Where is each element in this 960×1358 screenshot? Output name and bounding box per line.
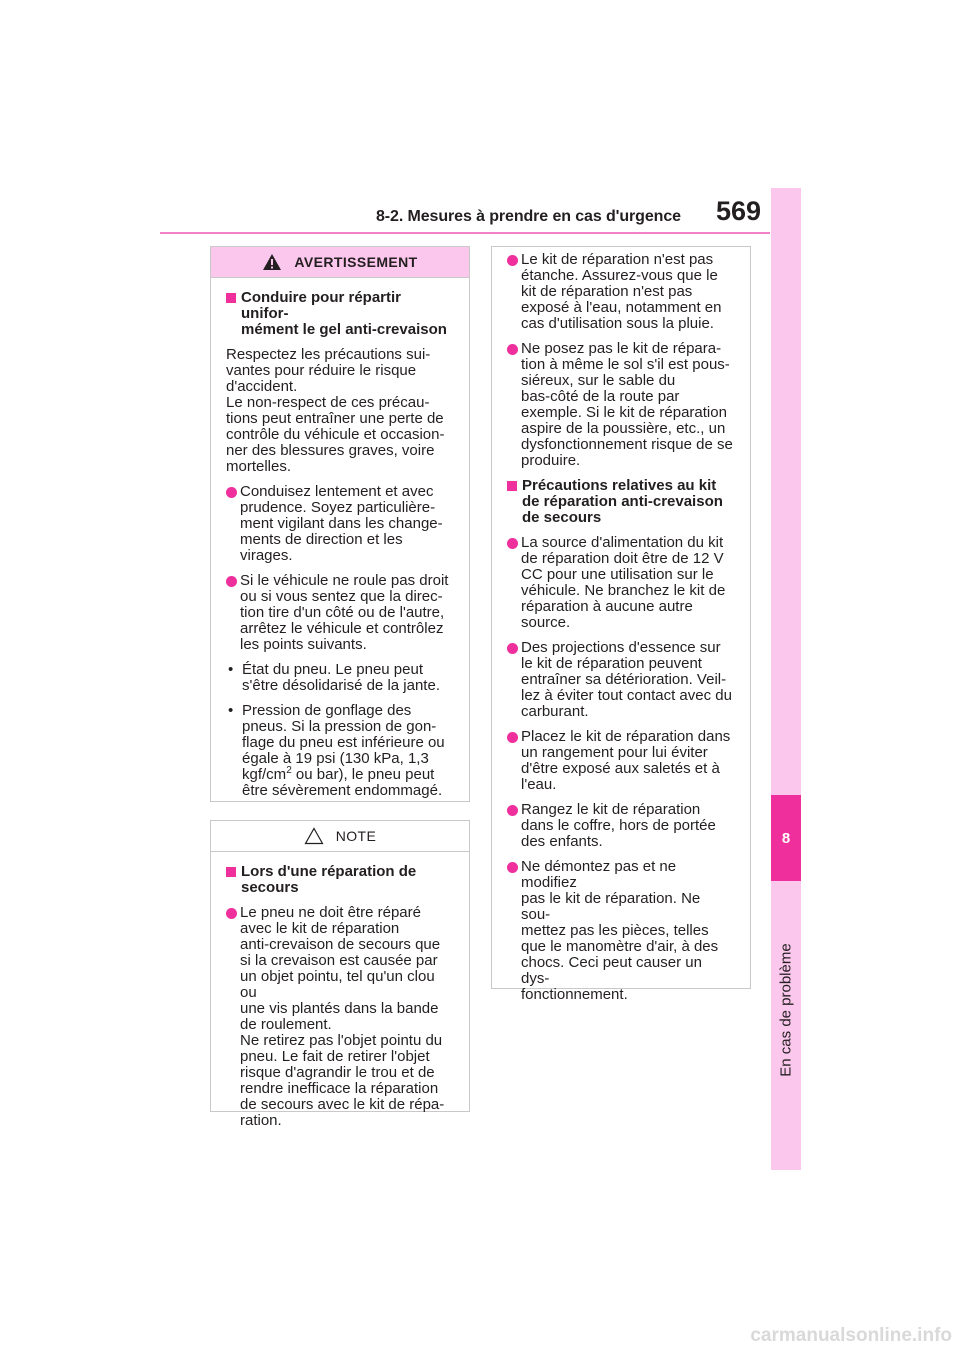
continuation-body	[492, 247, 750, 1003]
pressure-text-a: Pression de gonflage des pneus. Si la pression de gon- flage du pneu est inférieure ou égale à 19 psi (130 kPa, 1,3 kgf/cm	[242, 702, 445, 783]
warning-body	[211, 278, 469, 799]
bullet-text: Conduisez lentement et avec prudence. Soyez particulière- ment vigilant dans les change- ments de direction et les virages.	[240, 483, 443, 564]
warning-box	[210, 246, 470, 802]
watermark: carmanualsonline.info	[750, 1325, 952, 1346]
round-bullet-icon	[507, 643, 518, 654]
chapter-number-badge	[771, 795, 801, 881]
warning-bullet-1	[226, 484, 452, 564]
bullet-text: Le pneu ne doit être réparé avec le kit de réparation anti-crevaison de secours que si la crevaison est causée par un objet pointu, tel qu'un clou ou une vis plantés dans la bande de roulement. Ne retirez pas l'objet pointu du pneu. Le fait de retirer l'objet risque d'agrandir le trou et de rendre inefficace la réparation de secours avec le kit de répa- ration.	[240, 904, 445, 1129]
section-title: 8-2. Mesures à prendre en cas d'urgence	[376, 208, 681, 225]
warning-sub-item-1	[226, 662, 452, 694]
round-bullet-icon	[507, 255, 518, 266]
continuation-bullet-4	[507, 640, 733, 720]
round-bullet-icon	[226, 487, 237, 498]
bullet-text: Le kit de réparation n'est pas étanche. Assurez-vous que le kit de réparation n'est pas exposé à l'eau, notamment en cas d'utilisation sous la pluie.	[521, 251, 722, 332]
bullet-text: Ne posez pas le kit de répara- tion à même le sol s'il est pous- siéreux, sur le sable du bas-côté de la route par exemple. Si le kit de réparation aspire de la poussière, etc., un dysfonctionnement risque de se produire.	[521, 340, 733, 469]
continuation-bullet-7	[507, 859, 733, 1003]
warning-sub-item-2	[226, 703, 452, 799]
warning-heading-text: Conduire pour répartir unifor- mément le gel anti-crevaison	[241, 289, 447, 338]
round-bullet-icon	[507, 862, 518, 873]
sub-item-text	[242, 703, 445, 799]
note-body	[211, 852, 469, 1129]
pressure-text-b: ou bar), le pneu peut être sévèrement endommagé.	[242, 766, 443, 799]
continuation-bullet-1	[507, 252, 733, 332]
round-bullet-icon	[507, 805, 518, 816]
continuation-bullet-3	[507, 535, 733, 631]
continuation-bullet-5	[507, 729, 733, 793]
warning-title: AVERTISSEMENT	[294, 254, 418, 270]
warning-bullet-2	[226, 573, 452, 653]
header-rule	[160, 232, 770, 234]
note-heading-text: Lors d'une réparation de secours	[241, 863, 417, 896]
chapter-number: 8	[781, 829, 791, 847]
middle-dot-icon: •	[228, 702, 234, 719]
bullet-text: Des projections d'essence sur le kit de réparation peuvent entraîner sa détérioration. Veil- lez à éviter tout contact avec du carburant.	[521, 639, 732, 720]
bullet-text: Ne démontez pas et ne modifiez pas le kit de réparation. Ne sou- mettez pas les pièces, telles que le manomètre d'air, à des chocs. Ceci peut causer un dys- fonctionnement.	[521, 858, 719, 1003]
bullet-text: Si le véhicule ne roule pas droit ou si vous sentez que la direc- tion tire d'un côté ou de l'autre, arrêtez le véhicule et contrôlez les points suivants.	[240, 572, 449, 653]
chapter-label: En cas de problème	[777, 943, 795, 1077]
warning-intro: Respectez les précautions sui- vantes pour réduire le risque d'accident. Le non-respect de ces précau- tions peut entraîner une perte de contrôle du véhicule et occasion- ner des blessures graves, voire mortelles.	[226, 346, 445, 475]
continuation-section-heading	[507, 478, 733, 526]
continuation-bullet-6	[507, 802, 733, 850]
warning-header	[211, 247, 469, 278]
note-header	[211, 821, 469, 852]
caution-outline-icon	[304, 827, 324, 845]
round-bullet-icon	[507, 538, 518, 549]
round-bullet-icon	[507, 344, 518, 355]
square-bullet-icon	[226, 293, 236, 303]
page-number: 569	[716, 196, 762, 226]
warning-triangle-icon	[262, 253, 282, 271]
sub-item-text: État du pneu. Le pneu peut s'être désolidarisé de la jante.	[242, 661, 440, 694]
warning-section-heading	[226, 290, 452, 338]
continuation-bullet-2	[507, 341, 733, 469]
note-box	[210, 820, 470, 1129]
note-bullet-1	[226, 905, 452, 1129]
middle-dot-icon: •	[228, 661, 234, 678]
square-bullet-icon	[507, 481, 517, 491]
round-bullet-icon	[507, 732, 518, 743]
warning-continuation-box	[491, 246, 751, 1003]
square-bullet-icon	[226, 867, 236, 877]
note-section-heading	[226, 864, 452, 896]
continuation-heading-text: Précautions relatives au kit de réparation anti-crevaison de secours	[522, 477, 723, 526]
note-title: NOTE	[335, 828, 377, 844]
bullet-text: Rangez le kit de réparation dans le coffre, hors de portée des enfants.	[521, 801, 716, 850]
round-bullet-icon	[226, 576, 237, 587]
bullet-text: Placez le kit de réparation dans un rangement pour lui éviter d'être exposé aux saletés et à l'eau.	[521, 728, 731, 793]
superscript-2: 2	[286, 765, 292, 776]
bullet-text: La source d'alimentation du kit de réparation doit être de 12 V CC pour une utilisation sur le véhicule. Ne branchez le kit de réparation à aucune autre source.	[521, 534, 726, 631]
round-bullet-icon	[226, 908, 237, 919]
